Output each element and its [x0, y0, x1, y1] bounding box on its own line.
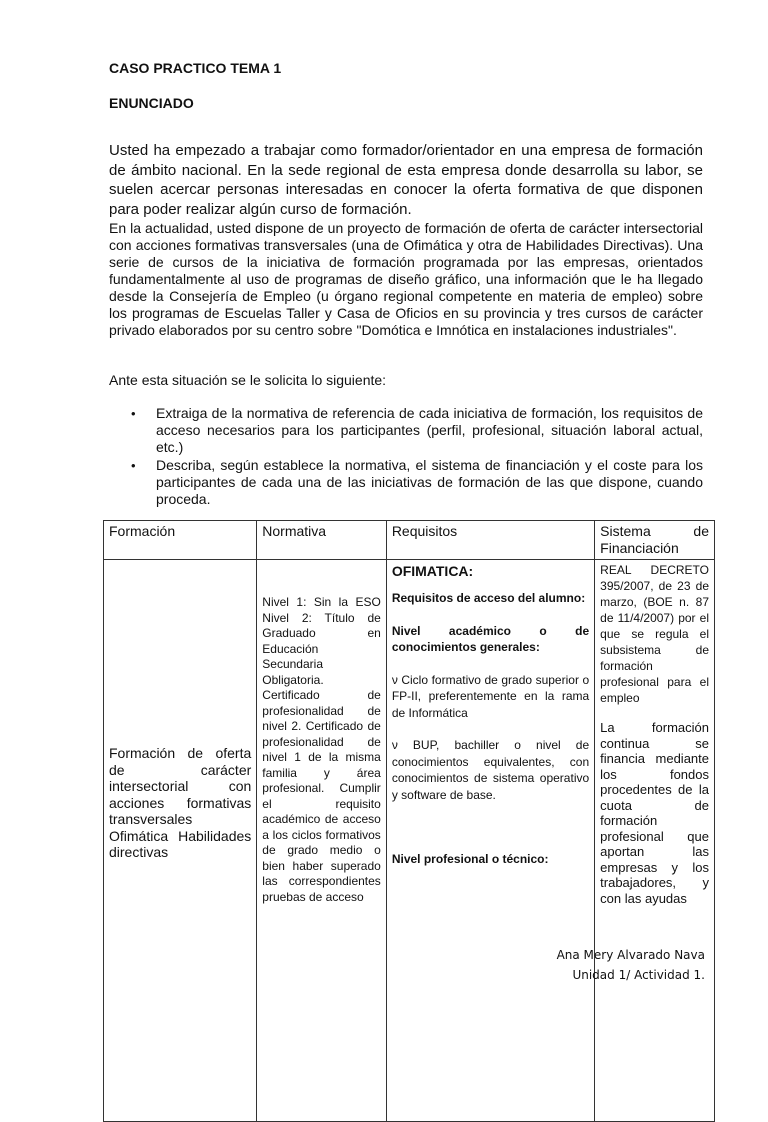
professional-level-label: Nivel profesional o técnico:	[391, 852, 549, 866]
bullet-icon: •	[131, 458, 136, 473]
task-text: Extraiga de la normativa de referencia de cada iniciativa de formación, los requisitos de acceso necesarios para los participantes (perfil, profesional, situación laboral actual, etc.)	[156, 405, 703, 455]
request-paragraph: Ante esta situación se le solicita lo siguiente:	[109, 372, 387, 388]
decree-text: REAL DECRETO 395/2007, de 23 de marzo, (BOE n. 87 de 11/4/2007) por el que se regula el subsistema de formación profesional para el empleo	[600, 563, 709, 705]
header-requisitos: Requisitos	[386, 521, 594, 560]
cell-normativa: Nivel 1: Sin la ESO Nivel 2: Título de Graduado en Educación Secundaria Obligatoria. Certificado de profesionalidad de nivel 2. Certificado de profesionalidad de nivel 1 de la misma familia y área profesional. Cumplir el requisito académico de acceso a los ciclos formativos de grado medio o bien haber superado las correspondientes pruebas de acceso	[257, 560, 387, 1122]
page-title: CASO PRACTICO TEMA 1	[109, 60, 282, 76]
continuous-training-text: La formación continua se financia mediante los fondos procedentes de la cuota de formación profesional que aportan las empresas y los trabajadores, y con las ayudas	[600, 720, 709, 906]
task-list	[109, 405, 703, 509]
ofimatica-heading: OFIMATICA:	[391, 563, 474, 579]
page-subtitle: ENUNCIADO	[109, 95, 194, 111]
task-item	[109, 457, 703, 508]
task-item	[109, 405, 703, 456]
intro-paragraph: Usted ha empezado a trabajar como formador/orientador en una empresa de formación de ámbito nacional. En la sede regional de esta empresa donde desarrolla su labor, se suelen acercar personas interesadas en conocer la oferta formativa de que disponen para poder realizar algún curso de formación.	[109, 142, 703, 218]
training-table	[103, 520, 715, 1122]
cell-formacion: Formación de oferta de carácter intersectorial con acciones formativas transversales Ofimática Habilidades directivas	[104, 560, 257, 1122]
header-financiacion: Sistema de Financiación	[595, 521, 715, 560]
cell-financiacion	[595, 560, 715, 1122]
requirement-item: ν BUP, bachiller o nivel de conocimientos equivalentes, con conocimientos de sistema operativo y software de base.	[391, 738, 590, 802]
requirement-item: ν Ciclo formativo de grado superior o FP-II, preferentemente en la rama de Informática	[391, 672, 590, 720]
context-paragraph: En la actualidad, usted dispone de un proyecto de formación de oferta de carácter intersectorial con acciones formativas transversales (una de Ofimática y otra de Habilidades Directivas). Una serie de cursos de la iniciativa de formación programada por las empresas, orientados fundamentalmente al uso de programas de diseño gráfico, una información que le ha llegado desde la Consejería de Empleo (u órgano regional competente en materia de empleo) sobre los programas de Escuelas Taller y Casa de Oficios en su provincia y tres cursos de carácter privado elaborados por su centro sobre "Domótica e Imnótica en instalaciones industriales".	[109, 220, 703, 338]
footer-author: Ana Mery Alvarado Nava	[556, 948, 705, 962]
header-formacion: Formación	[104, 521, 257, 560]
header-normativa: Normativa	[257, 521, 387, 560]
bullet-icon: •	[131, 406, 136, 421]
cell-requisitos	[386, 560, 594, 1122]
table-header-row	[104, 521, 715, 560]
access-requirements-label: Requisitos de acceso del alumno:	[391, 591, 586, 605]
task-text: Describa, según establece la normativa, el sistema de financiación y el coste para los participantes de cada una de las iniciativas de formación de las que dispone, cuando proceda.	[156, 457, 703, 507]
footer-unit: Unidad 1/ Actividad 1.	[572, 968, 705, 982]
academic-level-label: Nivel académico o de conocimientos generales:	[391, 623, 590, 654]
table-row	[104, 560, 715, 1122]
